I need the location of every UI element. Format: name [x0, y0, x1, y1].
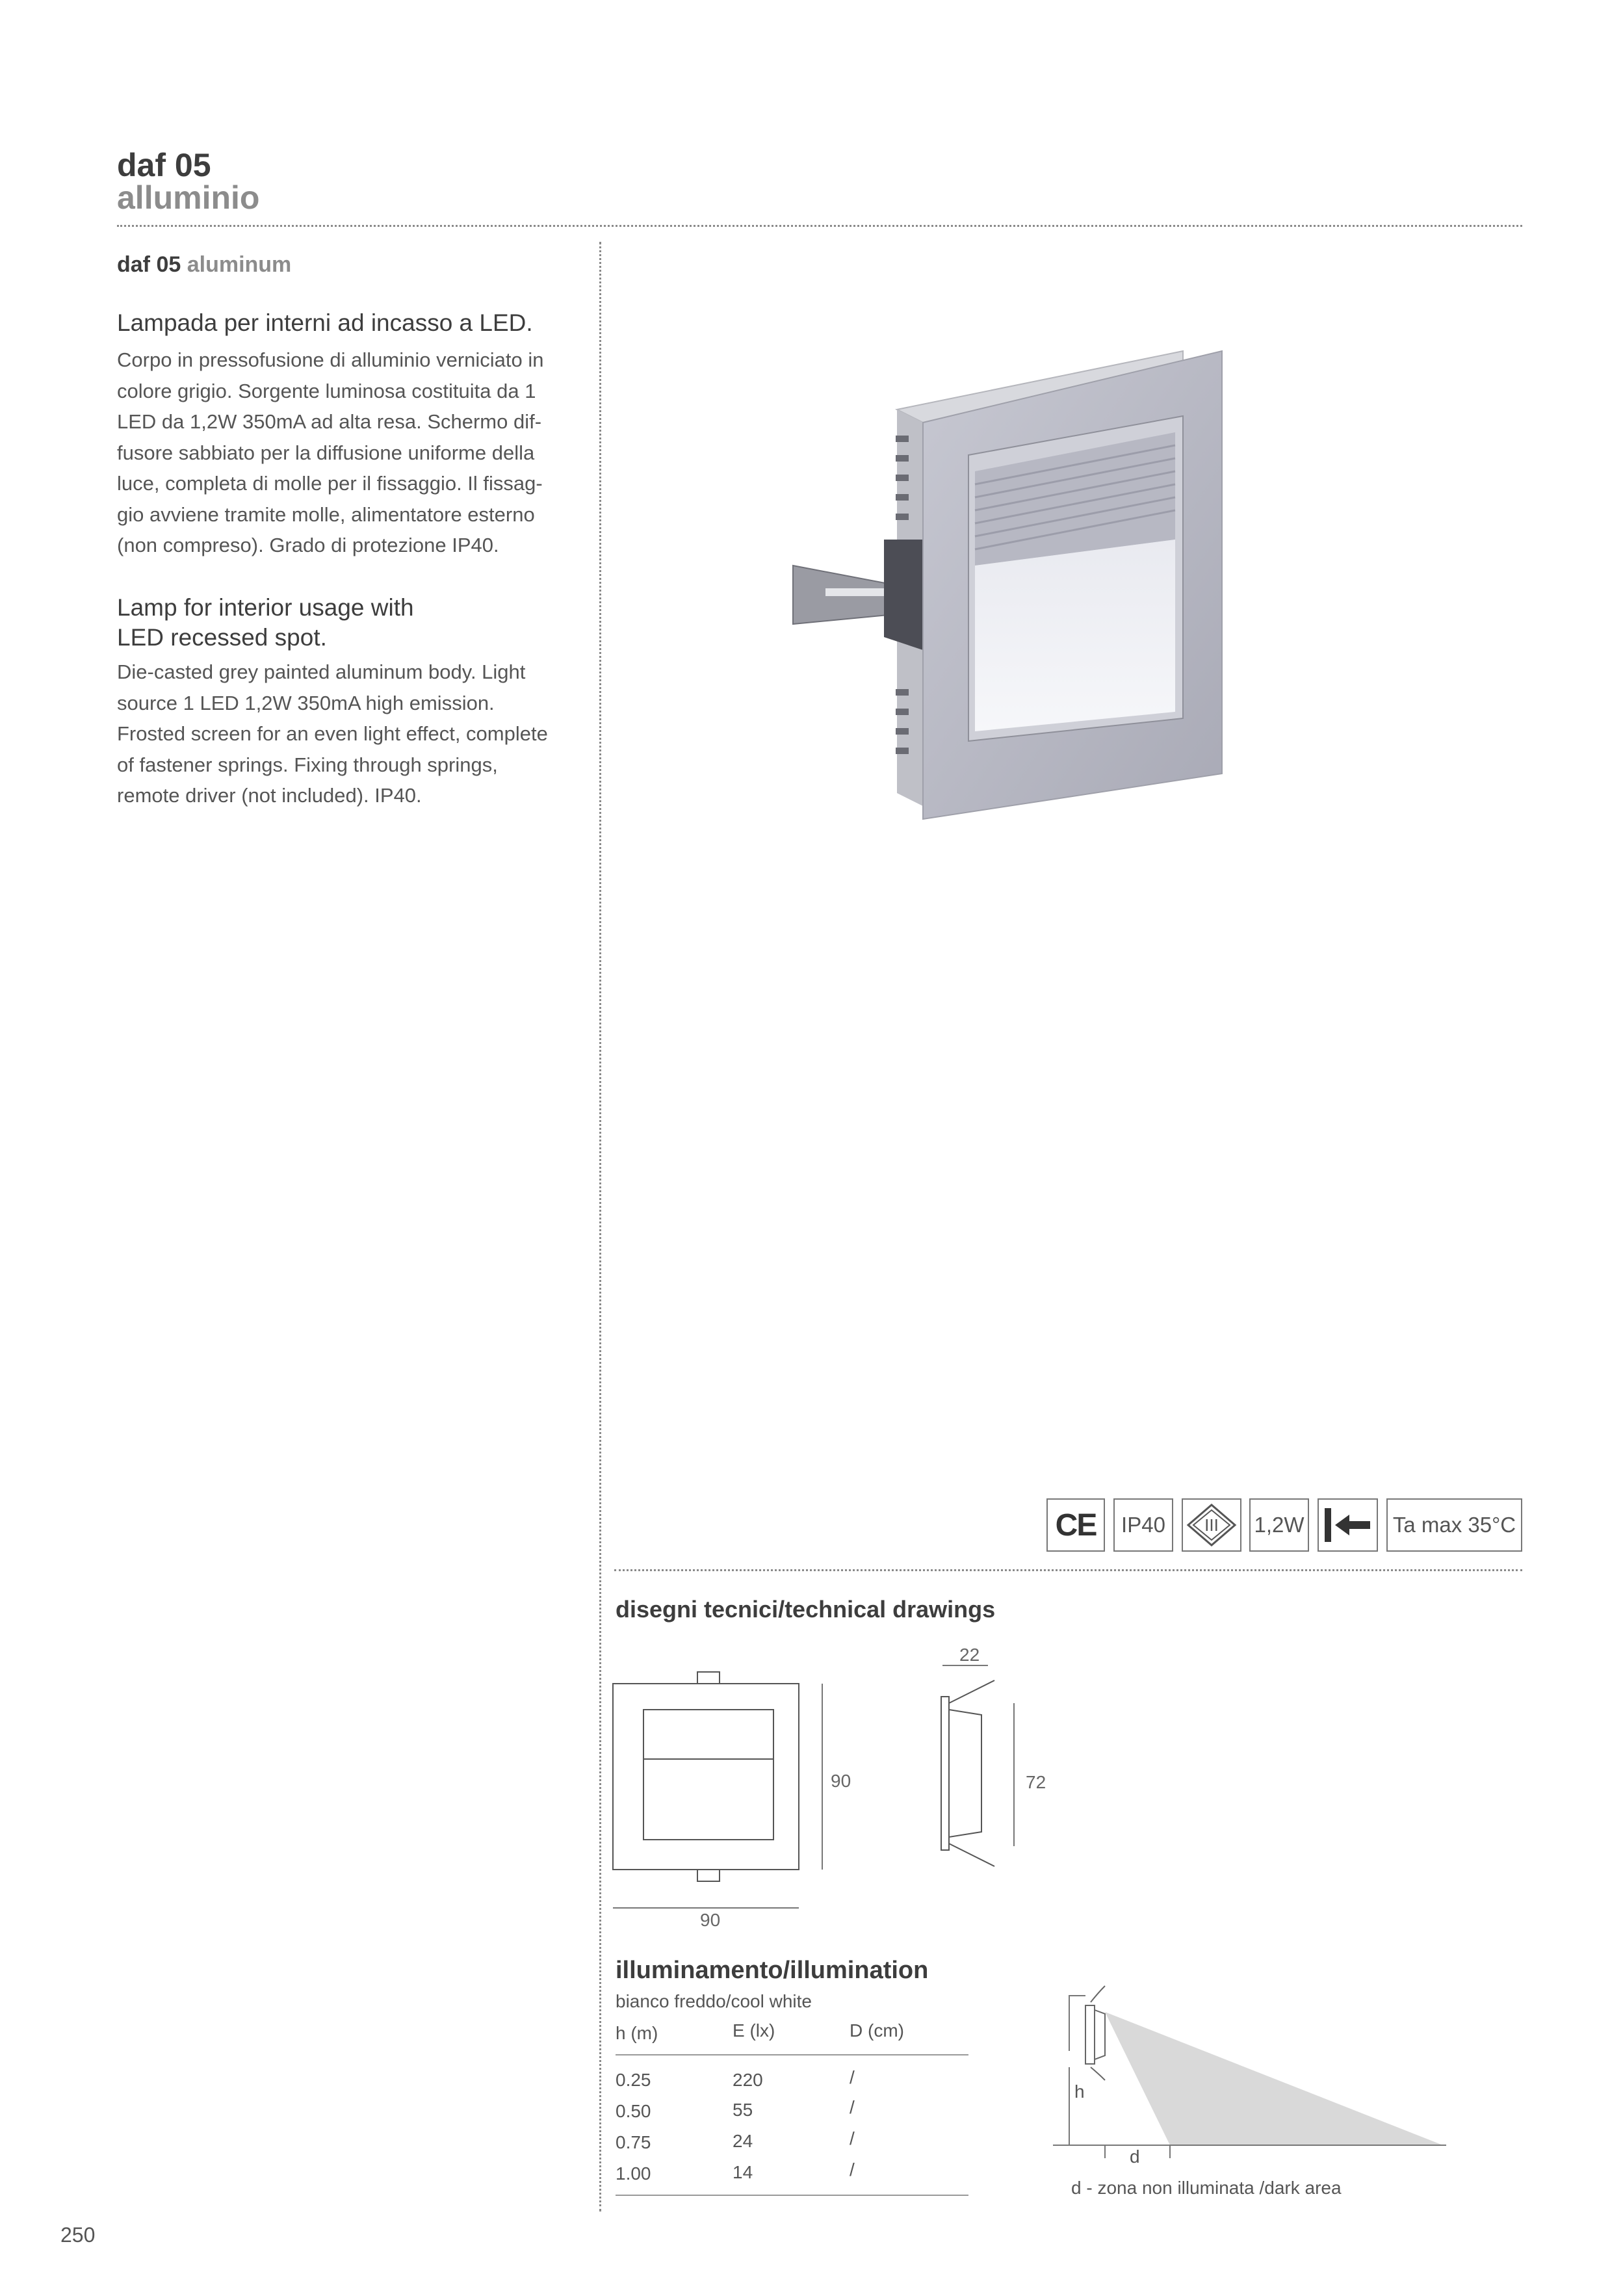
- ip-rating-label: IP40: [1121, 1513, 1165, 1537]
- temperature-badge: [1386, 1498, 1522, 1552]
- table-header-h: h (m): [616, 2023, 658, 2043]
- product-title: daf 05: [117, 147, 211, 183]
- table-header-e: E (lx): [733, 2020, 775, 2041]
- table-cell: /: [850, 2159, 855, 2180]
- front-height-dimension: 90: [831, 1771, 851, 1791]
- italian-line: colore grigio. Sorgente luminosa costituita da 1: [117, 379, 536, 402]
- table-cell: 1.00: [616, 2163, 651, 2184]
- italian-line: (non compreso). Grado di protezione IP40.: [117, 534, 499, 556]
- italian-line: gio avviene tramite molle, alimentatore esterno: [117, 502, 535, 526]
- side-depth-dimension: 22: [959, 1645, 980, 1665]
- illumination-subtitle: bianco freddo/cool white: [616, 1991, 812, 2011]
- english-line: remote driver (not included). IP40.: [117, 784, 422, 807]
- table-cell: 220: [733, 2070, 763, 2090]
- table-cell: 24: [733, 2131, 753, 2151]
- drawings-title: disegni tecnici/technical drawings: [616, 1596, 996, 1623]
- italian-line: LED da 1,2W 350mA ad alta resa. Schermo dif-: [117, 410, 542, 433]
- italian-line: fusore sabbiato per la diffusione uniforme della: [117, 441, 535, 464]
- table-cell: 0.50: [616, 2101, 651, 2121]
- table-header-d: D (cm): [850, 2020, 904, 2041]
- power-label: 1,2W: [1254, 1513, 1305, 1537]
- drawings-divider: [614, 1569, 1522, 1571]
- english-heading-line: LED recessed spot.: [117, 624, 327, 651]
- english-description: [117, 657, 564, 811]
- table-cell: 55: [733, 2100, 753, 2120]
- class-iii-label: III: [1204, 1515, 1219, 1535]
- illumination-title: illuminamento/illumination: [616, 1957, 929, 1984]
- english-line: Die-casted grey painted aluminum body. Light: [117, 660, 526, 683]
- dark-area-caption: d - zona non illuminata /dark area: [1071, 2178, 1342, 2198]
- ce-label: CE: [1055, 1507, 1097, 1543]
- table-header-rule: [616, 2054, 968, 2055]
- class-iii-badge: [1182, 1498, 1241, 1552]
- english-line: source 1 LED 1,2W 350mA high emission.: [117, 691, 495, 714]
- italian-description: [117, 345, 564, 561]
- product-subtitle: [117, 252, 291, 278]
- side-view-drawing: [929, 1664, 1033, 1898]
- table-cell: 14: [733, 2162, 753, 2182]
- italian-line: Corpo in pressofusione di alluminio verniciato in: [117, 348, 544, 371]
- diagram-h-label: h: [1074, 2081, 1085, 2102]
- product-photo: [767, 325, 1352, 845]
- illumination-diagram: [1040, 1970, 1456, 2165]
- front-width-dimension: 90: [700, 1910, 721, 1930]
- product-material: alluminio: [117, 179, 260, 216]
- side-height-dimension: 72: [1026, 1772, 1046, 1792]
- english-heading: [117, 593, 414, 653]
- english-line: of fastener springs. Fixing through springs,: [117, 753, 498, 776]
- italian-line: luce, completa di molle per il fissaggio. Il fissag-: [117, 472, 543, 495]
- arrow-left-icon: [1322, 1506, 1374, 1545]
- table-cell: 0.25: [616, 2070, 651, 2090]
- header-divider: [117, 225, 1522, 227]
- table-cell: /: [850, 2067, 855, 2087]
- front-view-drawing: [611, 1664, 832, 1924]
- subtitle-model: daf 05: [117, 252, 181, 277]
- english-heading-line: Lamp for interior usage with: [117, 594, 414, 621]
- diagram-d-label: d: [1130, 2146, 1140, 2167]
- table-cell: 0.75: [616, 2132, 651, 2152]
- page-number: 250: [60, 2223, 96, 2247]
- table-bottom-rule: [616, 2195, 968, 2196]
- ce-mark: [1046, 1498, 1105, 1552]
- power-badge: [1249, 1498, 1309, 1552]
- english-line: Frosted screen for an even light effect, complete: [117, 722, 548, 745]
- remote-driver-badge: [1318, 1498, 1378, 1552]
- subtitle-material: aluminum: [187, 252, 292, 277]
- italian-heading: Lampada per interni ad incasso a LED.: [117, 309, 533, 336]
- column-divider: [599, 242, 601, 2211]
- table-cell: /: [850, 2097, 855, 2117]
- temperature-label: Ta max 35°C: [1392, 1513, 1516, 1537]
- ip-rating-badge: [1113, 1498, 1173, 1552]
- table-cell: /: [850, 2128, 855, 2148]
